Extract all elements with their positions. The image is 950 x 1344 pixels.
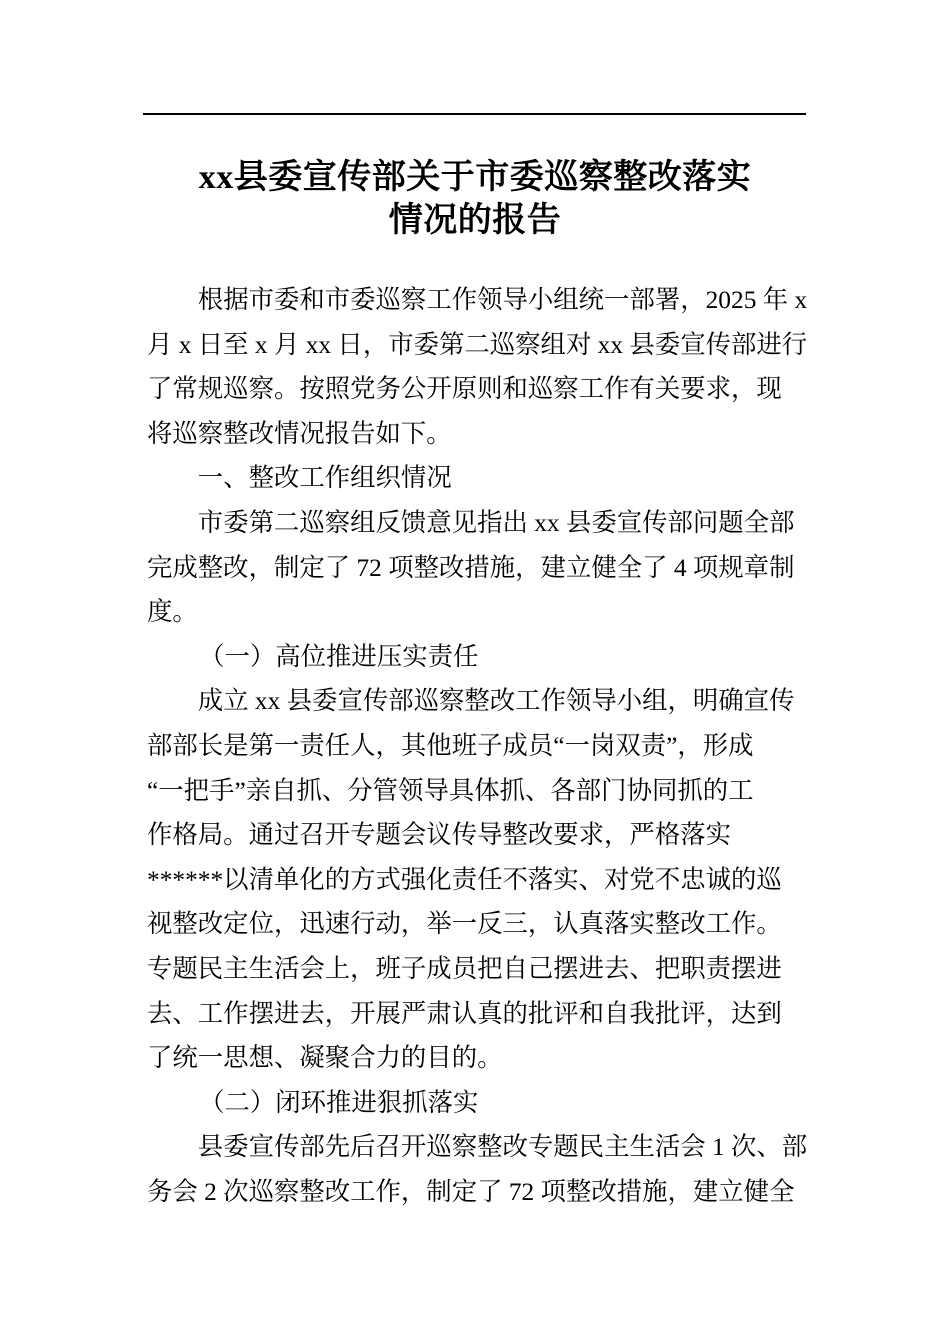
subsection-1-line: 作格局。通过召开专题会议传导整改要求，严格落实 (147, 821, 731, 850)
subsection-1-line: 了统一思想、凝聚合力的目的。 (147, 1044, 503, 1073)
subsection-1-paragraph (147, 679, 809, 1080)
document-body (147, 278, 809, 1214)
intro-line: 根据市委和市委巡察工作领导小组统一部署，2025 年 x (197, 286, 808, 314)
subsection-1-line: “一把手”亲自抓、分管领导具体抓、各部门协同抓的工 (147, 776, 754, 805)
section-1-summary-paragraph (147, 501, 809, 635)
intro-line: 将巡察整改情况报告如下。 (147, 419, 452, 448)
summary-line: 完成整改，制定了 72 项整改措施，建立健全了 4 项规章制 (147, 553, 795, 582)
subsection-1-line: ******以清单化的方式强化责任不落实、对党不忠诚的巡 (147, 865, 782, 894)
subsection-2-paragraph (147, 1125, 809, 1214)
title-line-2: 情况的报告 (388, 202, 562, 239)
subsection-1-line: 部部长是第一责任人，其他班子成员“一岗双责”，形成 (147, 731, 754, 760)
summary-line: 度。 (147, 598, 198, 627)
title-line-1: xx县委宣传部关于市委巡察整改落实 (198, 159, 752, 196)
subsection-2-line: 县委宣传部先后召开巡察整改专题民主生活会 1 次、部 (197, 1133, 808, 1162)
subsection-1-heading: （一）高位推进压实责任 (199, 642, 479, 671)
section-1-heading: 一、整改工作组织情况 (197, 464, 452, 493)
subsection-2-line: 务会 2 次巡察整改工作，制定了 72 项整改措施，建立健全 (147, 1177, 795, 1206)
intro-line: 了常规巡察。按照党务公开原则和巡察工作有关要求，现 (147, 375, 782, 404)
summary-line: 市委第二巡察组反馈意见指出 xx 县委宣传部问题全部 (197, 508, 795, 537)
document-title (0, 156, 950, 242)
intro-line: 月 x 日至 x 月 xx 日，市委第二巡察组对 xx 县委宣传部进行 (147, 330, 808, 359)
header-rule (143, 113, 806, 115)
subsection-1-line: 成立 xx 县委宣传部巡察整改工作领导小组，明确宣传 (197, 687, 795, 716)
subsection-1-line: 视整改定位，迅速行动，举一反三，认真落实整改工作。 (147, 910, 782, 939)
intro-paragraph (147, 278, 809, 456)
subsection-1-line: 专题民主生活会上，班子成员把自己摆进去、把职责摆进 (147, 954, 782, 983)
subsection-1-line: 去、工作摆进去，开展严肃认真的批评和自我批评，达到 (147, 999, 782, 1028)
subsection-2-heading: （二）闭环推进狠抓落实 (199, 1088, 479, 1117)
